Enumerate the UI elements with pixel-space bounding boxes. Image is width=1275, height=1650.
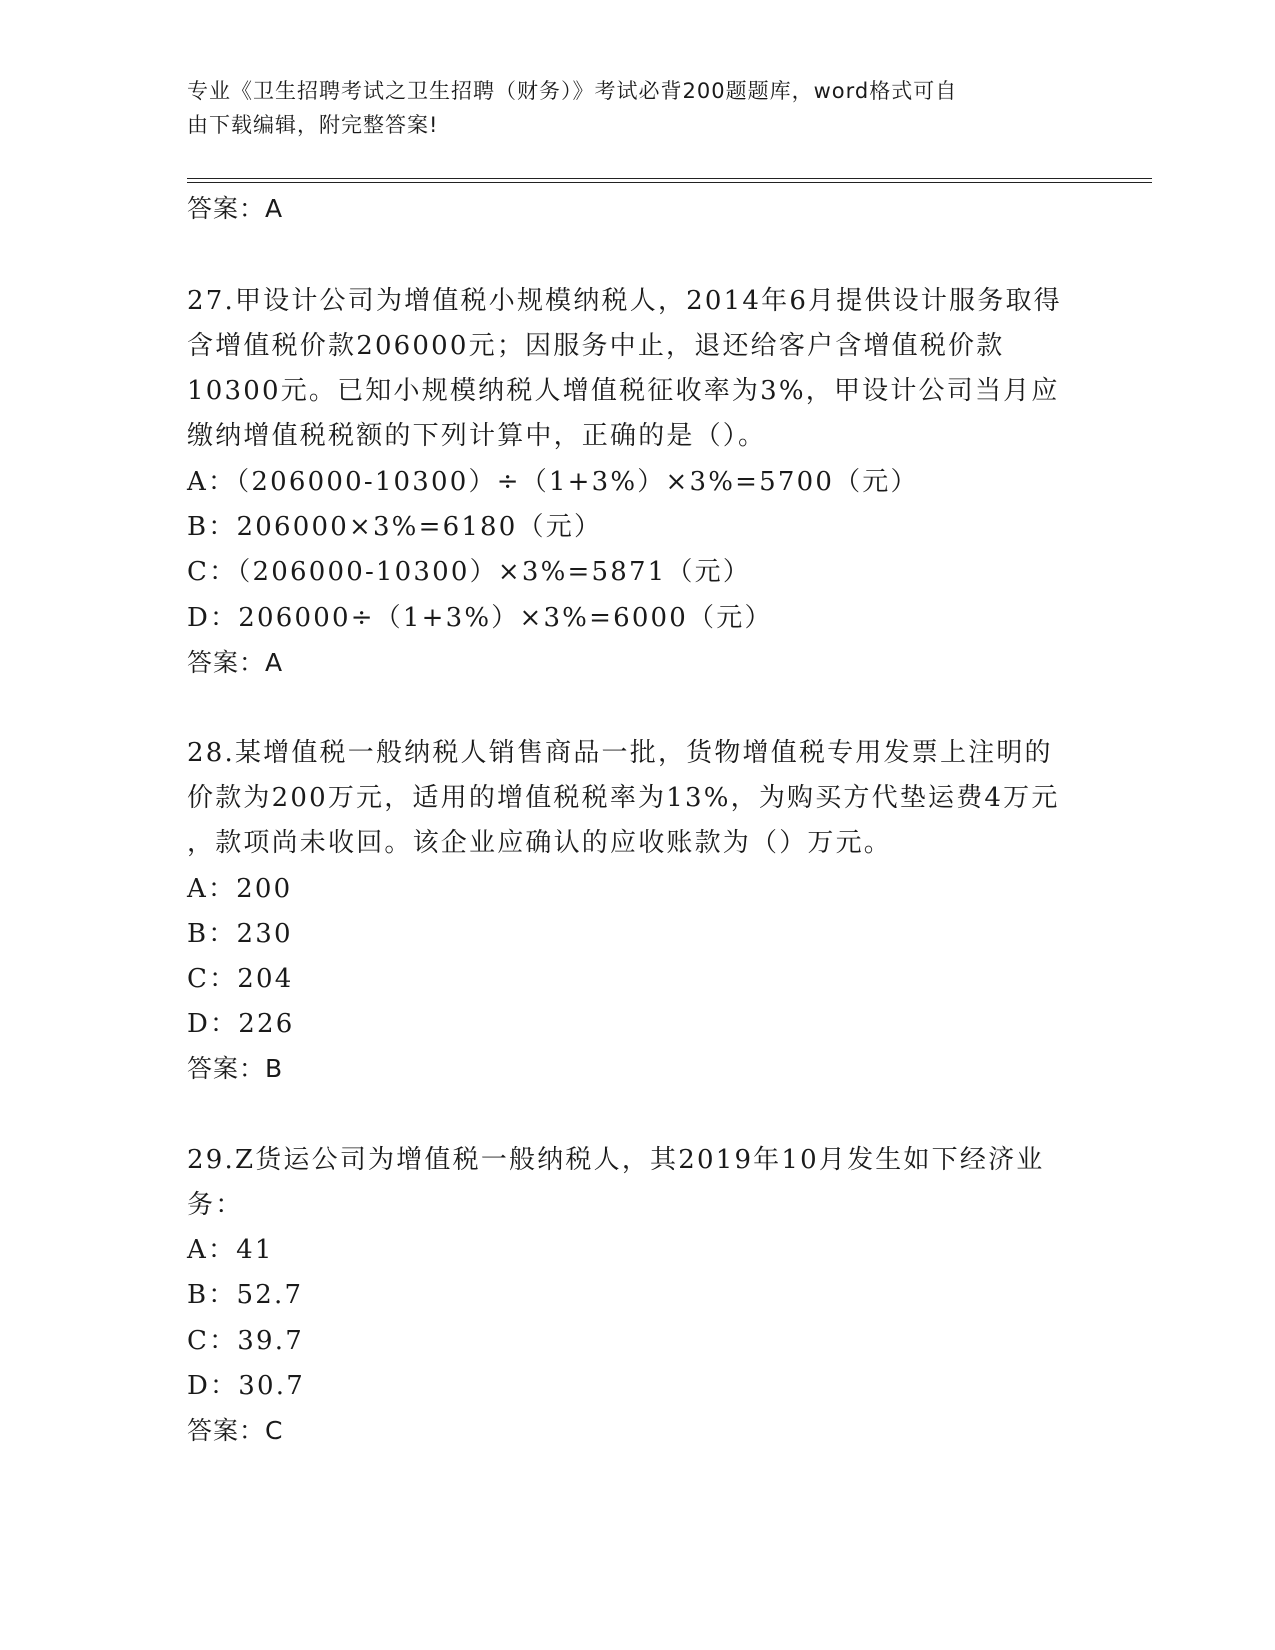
question-28-option-c: C：204: [187, 964, 294, 994]
question-29-line-2: 务：: [187, 1190, 244, 1220]
question-28-line-2: 价款为200万元，适用的增值税税率为13%，为购买方代垫运费4万元: [187, 783, 1060, 813]
question-27-option-a: A：（206000-10300）÷（1+3%）×3%=5700（元）: [187, 467, 919, 497]
question-29-option-a: A：41: [187, 1235, 274, 1265]
question-28-option-d: D：226: [187, 1009, 295, 1039]
header-line-2: 由下载编辑，附完整答案!: [187, 113, 439, 137]
question-27-option-c: C：（206000-10300）×3%=5871（元）: [187, 557, 752, 587]
question-27-option-b: B：206000×3%=6180（元）: [187, 512, 603, 542]
question-28-option-b: B：230: [187, 919, 293, 949]
question-27-line-2: 含增值税价款206000元；因服务中止，退还给客户含增值税价款: [187, 331, 1005, 361]
question-28-option-a: A：200: [187, 874, 293, 904]
question-29-answer: 答案：C: [187, 1416, 284, 1445]
question-29-option-c: C：39.7: [187, 1326, 304, 1356]
question-28-line-1: 28.某增值税一般纳税人销售商品一批，货物增值税专用发票上注明的: [187, 738, 1053, 768]
question-28-line-3: ，款项尚未收回。该企业应确认的应收账款为（）万元。: [187, 828, 893, 858]
question-27-option-d: D：206000÷（1+3%）×3%=6000（元）: [187, 603, 773, 633]
question-27-line-3: 10300元。已知小规模纳税人增值税征收率为3%，甲设计公司当月应: [187, 376, 1060, 406]
question-27-answer: 答案：A: [187, 648, 284, 677]
question-29-line-1: 29.Z货运公司为增值税一般纳税人，其2019年10月发生如下经济业: [187, 1145, 1045, 1175]
question-29-option-b: B：52.7: [187, 1280, 304, 1310]
page-header: [187, 74, 1087, 142]
header-divider-bottom: [187, 182, 1152, 183]
question-27-line-4: 缴纳增值税税额的下列计算中，正确的是（）。: [187, 421, 767, 451]
answer-previous: 答案：A: [187, 194, 284, 223]
question-28-answer: 答案：B: [187, 1054, 284, 1083]
header-divider-top: [187, 178, 1152, 179]
question-29-option-d: D：30.7: [187, 1371, 305, 1401]
header-line-1: 专业《卫生招聘考试之卫生招聘（财务）》考试必背200题题库，word格式可自: [187, 79, 958, 103]
question-27-line-1: 27.甲设计公司为增值税小规模纳税人，2014年6月提供设计服务取得: [187, 286, 1062, 316]
